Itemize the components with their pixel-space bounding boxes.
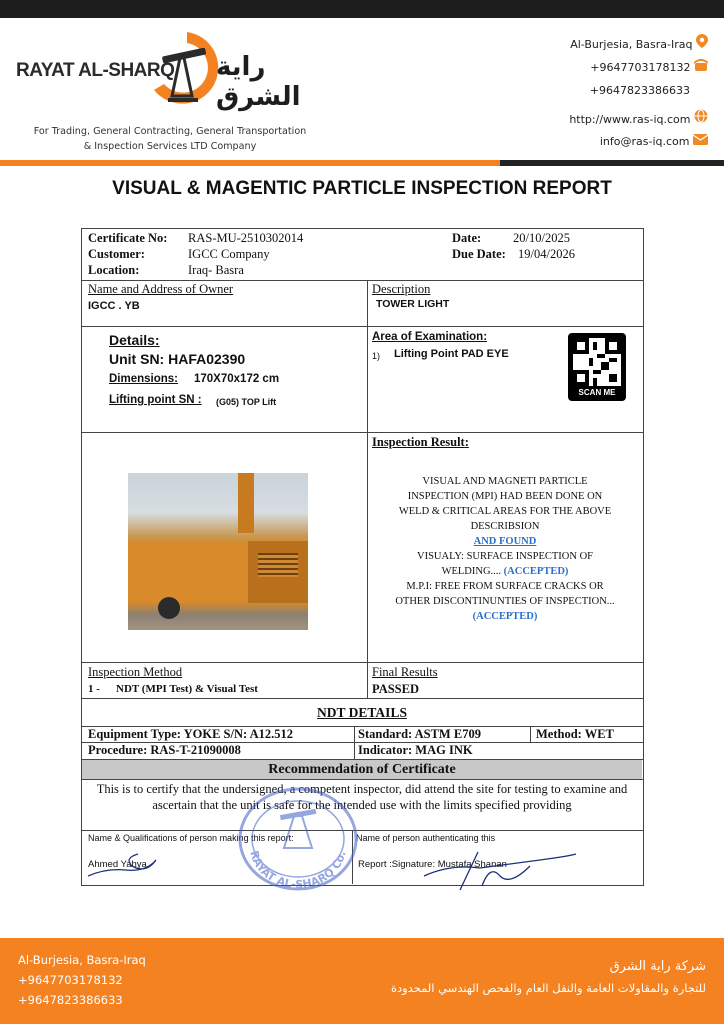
ndt-method: Method: WET bbox=[536, 727, 614, 741]
lifting-point-label: Lifting point SN : bbox=[109, 394, 202, 406]
divider bbox=[81, 698, 643, 699]
inspector-signature-icon bbox=[86, 846, 176, 880]
email-icon bbox=[693, 134, 708, 145]
qualifications-label: Name & Qualifications of person making this report: bbox=[88, 833, 294, 843]
top-bar bbox=[0, 0, 724, 18]
authenticator-label: Name of person authenticating this bbox=[356, 833, 496, 843]
vent-grille bbox=[258, 553, 298, 577]
procedure: Procedure: RAS-T-21090008 bbox=[88, 743, 241, 757]
contact-phone-1[interactable]: +9647703178132 bbox=[440, 59, 708, 84]
wheel bbox=[158, 597, 180, 619]
area-number: 1) bbox=[372, 351, 381, 361]
description-label: Description bbox=[372, 282, 431, 296]
footer-arabic: شركة راية الشرق للتجارة والمقاولات العامة والنقل العام والفحص الهندسي المحدودة bbox=[390, 959, 706, 995]
inspection-result-text: VISUAL AND MAGNETI PARTICLE INSPECTION (MPI) HAD BEEN DONE ON WELD & CRITICAL AREAS FOR THE ABOVE DESCRIBSION AND FOUND VISUALY: SURFACE INSPECTION OF WELDING.... (ACCEPTED) M.P.I: FREE FROM SURFACE CRACKS OR OTHER DISCONTINUNTIES OF INSPECTION... (ACCEPTED) bbox=[395, 476, 615, 622]
indicator: Indicator: MAG INK bbox=[358, 743, 473, 757]
tower-mast bbox=[238, 473, 254, 533]
inspection-method-number: 1 - bbox=[88, 683, 100, 695]
footer-contacts: Al-Burjesia, Basra-Iraq +9647703178132 +9647823386633 bbox=[18, 953, 146, 1007]
company-stamp-icon bbox=[236, 786, 360, 892]
divider bbox=[530, 726, 531, 742]
final-results-value: PASSED bbox=[372, 682, 420, 696]
authenticator-signature-icon bbox=[420, 846, 580, 892]
divider bbox=[81, 326, 643, 327]
inspection-method-value: NDT (MPI Test) & Visual Test bbox=[116, 683, 258, 695]
company-tagline: For Trading, General Contracting, General Transportation & Inspection Services LTD Company bbox=[33, 126, 307, 152]
location-label: Location: bbox=[88, 263, 140, 277]
area-value: Lifting Point PAD EYE bbox=[394, 348, 509, 360]
final-results-label: Final Results bbox=[372, 665, 438, 679]
divider bbox=[81, 280, 643, 281]
header-divider-orange bbox=[0, 160, 500, 166]
divider bbox=[81, 432, 643, 433]
contact-list bbox=[440, 34, 708, 159]
equipment-type: Equipment Type: YOKE S/N: A12.512 bbox=[88, 727, 294, 741]
phone-icon bbox=[694, 59, 708, 71]
contact-website[interactable]: http://www.ras-iq.com bbox=[440, 109, 708, 134]
logo-arabic: راية الشرق bbox=[216, 52, 301, 112]
customer-label: Customer: bbox=[88, 247, 145, 261]
dimensions-label: Dimensions: bbox=[109, 373, 179, 385]
scan-me-label: SCAN ME bbox=[578, 388, 616, 397]
unit-sn: Unit SN: HAFA02390 bbox=[109, 351, 246, 367]
inspection-method-label: Inspection Method bbox=[88, 665, 183, 679]
location-pin-icon bbox=[696, 34, 708, 48]
header-divider-dark bbox=[500, 160, 724, 166]
equipment-photo bbox=[128, 473, 308, 630]
stamp-text: RAYAT AL-SHARQ Co. bbox=[247, 849, 349, 892]
ndt-details-title: NDT DETAILS bbox=[317, 705, 407, 720]
contact-address: Al-Burjesia, Basra-Iraq bbox=[440, 34, 708, 59]
date-value: 20/10/2025 bbox=[513, 231, 570, 245]
dimensions-value: 170X70x172 cm bbox=[194, 373, 280, 385]
recommendation-text: This is to certify that the undersigned, a competent inspector, did attend the site for testing to examine and ascertain that the unit is safe for the intended use with the limits specified providing bbox=[96, 782, 628, 812]
area-label: Area of Examination: bbox=[372, 331, 488, 343]
standard: Standard: ASTM E709 bbox=[358, 727, 481, 741]
recommendation-header bbox=[82, 760, 642, 779]
inspection-result-label: Inspection Result: bbox=[372, 435, 469, 449]
owner-label: Name and Address of Owner bbox=[88, 282, 234, 296]
description-value: TOWER LIGHT bbox=[376, 298, 450, 310]
qr-code[interactable] bbox=[568, 333, 626, 401]
globe-icon bbox=[694, 109, 708, 123]
due-date-value: 19/04/2026 bbox=[518, 247, 575, 261]
contact-email[interactable]: info@ras-iq.com bbox=[440, 134, 708, 159]
owner-value: IGCC . YB bbox=[88, 300, 140, 312]
divider bbox=[367, 662, 368, 698]
divider bbox=[81, 662, 643, 663]
report-title: VISUAL & MAGENTIC PARTICLE INSPECTION REPORT bbox=[112, 178, 612, 199]
cert-label: Certificate No: bbox=[88, 231, 168, 245]
contact-phone-2[interactable]: +9647823386633 bbox=[589, 84, 690, 97]
due-date-label: Due Date: bbox=[452, 247, 506, 261]
details-label: Details: bbox=[109, 332, 160, 348]
divider bbox=[81, 779, 643, 780]
lifting-point-value: (G05) TOP Lift bbox=[216, 397, 277, 407]
inspector-name: Ahmed Yahya bbox=[88, 859, 147, 870]
company-logo bbox=[16, 30, 316, 115]
cert-value: RAS-MU-2510302014 bbox=[188, 231, 304, 245]
location-value: Iraq- Basra bbox=[188, 263, 244, 277]
recommendation-title: Recommendation of Certificate bbox=[268, 762, 456, 777]
logo-text: RAYAT AL-SHARQ bbox=[16, 60, 175, 81]
svg-text:RAYAT AL-SHARQ Co. bbox=[247, 849, 348, 891]
authenticator-value: Report :Signature: Mustafa Shanan bbox=[358, 859, 507, 870]
date-label: Date: bbox=[452, 231, 482, 245]
qr-code-icon bbox=[573, 338, 621, 386]
customer-value: IGCC Company bbox=[188, 247, 270, 261]
